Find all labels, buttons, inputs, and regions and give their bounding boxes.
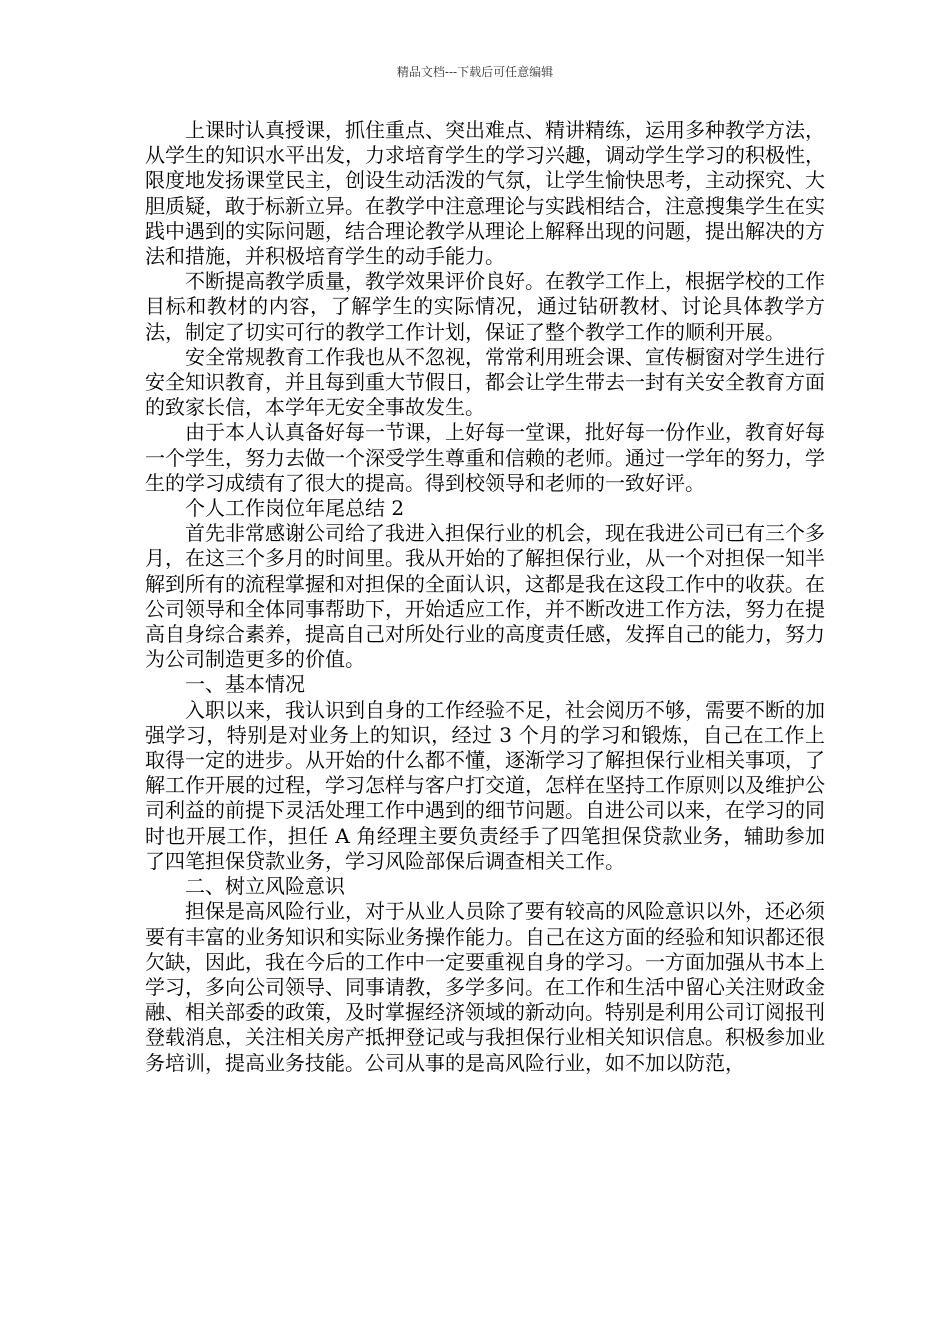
paragraph-basic-situation: 入职以来，我认识到自身的工作经验不足，社会阅历不够，需要不断的加强学习，特别是对业务上的知识，经过 3 个月的学习和锻炼，自己在工作上取得一定的进步。从开始的什么都不懂，逐渐学习了解担保行业相关事项，了解工作开展的过程，学习怎样与客户打交道，怎样在坚持工作原则以及维护公司利益的前提下灵活处理工作中遇到的细节问题。自进公司以来，在学习的同时也开展工作，担任 A 角经理主要负责经手了四笔担保贷款业务，辅助参加了四笔担保贷款业务，学习风险部保后调查相关工作。 — [145, 697, 825, 873]
paragraph-teaching-result: 由于本人认真备好每一节课，上好每一堂课，批好每一份作业，教育好每一个学生，努力去做一个深受学生尊重和信赖的老师。通过一学年的努力，学生的学习成绩有了很大的提高。得到校领导和老师的一致好评。 — [145, 420, 825, 495]
paragraph-risk-awareness: 担保是高风险行业，对于从业人员除了要有较高的风险意识以外，还必须要有丰富的业务知识和实际业务操作能力。自己在这方面的经验和知识都还很欠缺，因此，我在今后的工作中一定要重视自身的学习。一方面加强从书本上学习，多向公司领导、同事请教，多学多问。在工作和生活中留心关注财政金融、相关部委的政策，及时掌握经济领域的新动向。特别是利用公司订阅报刊登载消息，关注相关房产抵押登记或与我担保行业相关知识信息。积极参加业务培训，提高业务技能。公司从事的是高风险行业，如不加以防范， — [145, 899, 825, 1075]
paragraph-safety-education: 安全常规教育工作我也从不忽视，常常利用班会课、宣传橱窗对学生进行安全知识教育，并且每到重大节假日，都会让学生带去一封有关安全教育方面的致家长信，本学年无安全事故发生。 — [145, 344, 825, 420]
section-title-summary-2: 个人工作岗位年尾总结 2 — [185, 496, 405, 521]
paragraph-teaching-quality: 不断提高教学质量，教学效果评价良好。在教学工作上，根据学校的工作目标和教材的内容，了解学生的实际情况，通过钻研教材、讨论具体教学方法，制定了切实可行的教学工作计划，保证了整个教学工作的顺利开展。 — [145, 269, 825, 344]
paragraph-introduction: 首先非常感谢公司给了我进入担保行业的机会，现在我进公司已有三个多月，在这三个多月的时间里。我从开始的了解担保行业，从一个对担保一知半解到所有的流程掌握和对担保的全面认识，这都是我在这段工作中的收获。在公司领导和全体同事帮助下，开始适应工作，并不断改进工作方法，努力在提高自身综合素养，提高自己对所处行业的高度责任感，发挥自己的能力，努力为公司制造更多的价值。 — [145, 521, 825, 672]
section-heading-basic-situation: 一、基本情况 — [185, 672, 305, 697]
document-body — [145, 118, 825, 1076]
section-heading-risk-awareness: 二、树立风险意识 — [185, 874, 345, 899]
paragraph-teaching-method: 上课时认真授课，抓住重点、突出难点、精讲精练，运用多种教学方法，从学生的知识水平出发，力求培育学生的学习兴趣，调动学生学习的积极性，限度地发扬课堂民主，创设生动活泼的气氛，让学生愉快思考，主动探究、大胆质疑，敢于标新立异。在教学中注意理论与实践相结合，注意搜集学生在实践中遇到的实际问题，结合理论教学从理论上解释出现的问题，提出解决的方法和措施，并积极培育学生的动手能力。 — [145, 118, 825, 269]
page-header: 精品文档---下载后可任意编辑 — [396, 65, 554, 79]
